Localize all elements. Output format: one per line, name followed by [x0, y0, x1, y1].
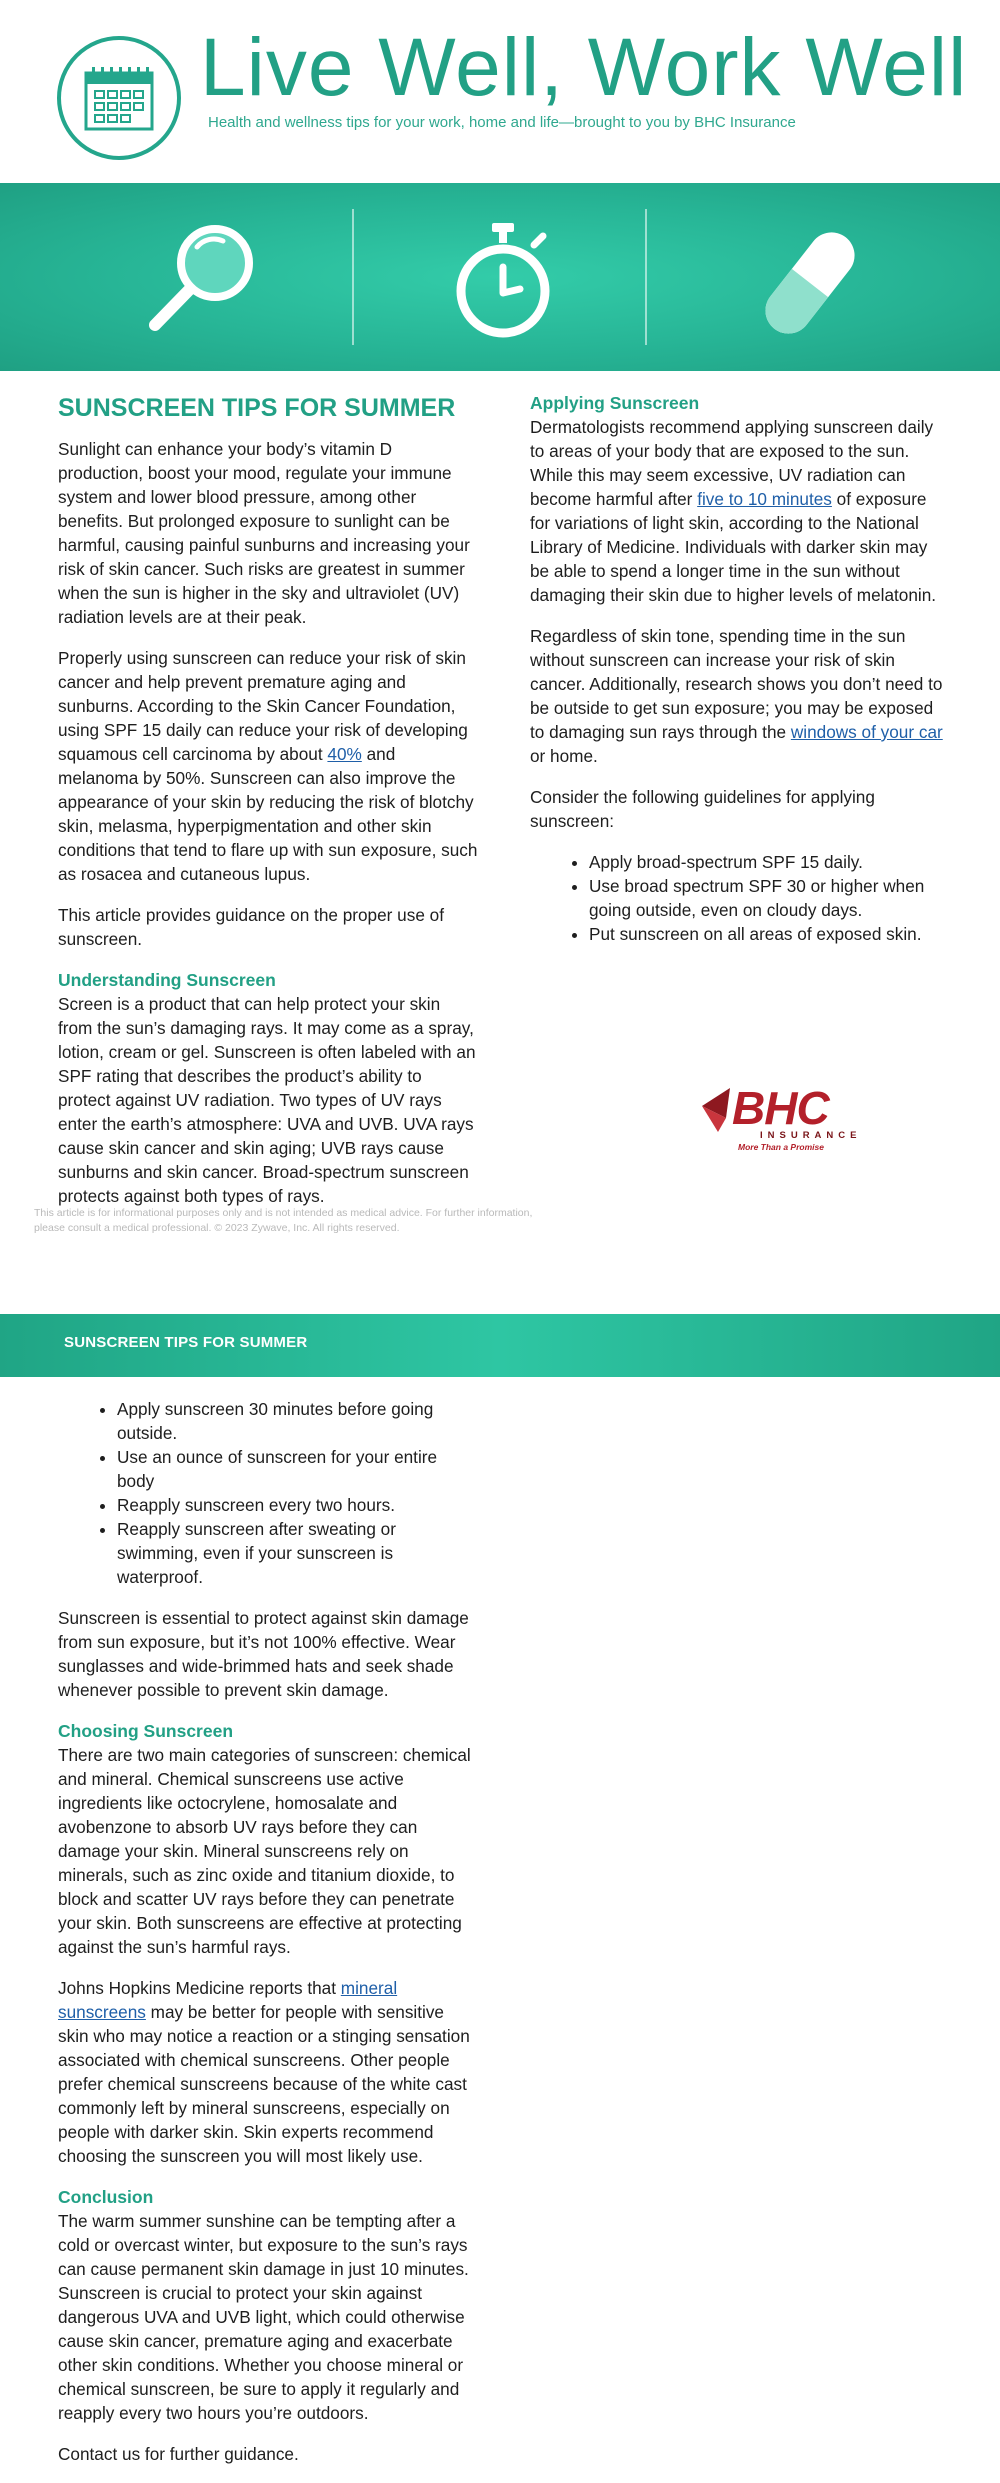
page2-bullet-list	[58, 1397, 478, 1589]
page2-column	[58, 1397, 478, 2483]
calendar-icon	[84, 65, 154, 131]
text-run: or home.	[530, 746, 598, 766]
link-40-percent[interactable]: 40%	[327, 744, 362, 764]
left-column	[58, 393, 478, 1225]
text-run: Dermatologists recommend applying sunscreen daily to areas of your body that are exposed to the sun. While this may seem excessive, UV radiation can become harmful after	[530, 417, 934, 509]
applying-paragraph-3: Consider the following guidelines for applying sunscreen:	[530, 787, 875, 831]
magnifier-icon	[145, 219, 265, 339]
applying-bullet-list	[530, 850, 950, 946]
text-run: Johns Hopkins Medicine reports that	[58, 1978, 341, 1998]
banner-divider-left	[352, 209, 354, 345]
list-item: • Apply broad-spectrum SPF 15 daily.	[589, 850, 950, 874]
conclusion-body: The warm summer sunshine can be tempting after a cold or overcast winter, but exposure to the sun’s rays can cause permanent skin damage in just 10 minutes. Sunscreen is crucial to protect your skin against dangerous UVA and UVB light, which could otherwise cause skin cancer, premature aging and exacerbate other skin conditions. Whether you choose mineral or chemical sunscreen, be sure to apply it regularly and reapply every two hours you’re outdoors.	[58, 2211, 469, 2423]
list-item: • Put sunscreen on all areas of exposed skin.	[589, 922, 950, 946]
hero-banner	[0, 183, 1000, 371]
intro-paragraph-3: This article provides guidance on the proper use of sunscreen.	[58, 905, 444, 949]
page2-band-title: SUNSCREEN TIPS FOR SUMMER	[64, 1334, 308, 1351]
list-item: • Use an ounce of sunscreen for your entire body	[117, 1445, 478, 1493]
link-mineral-sunscreens[interactable]: mineral sunscreens	[58, 1978, 398, 2022]
stopwatch-icon	[448, 223, 558, 343]
page2-header-band	[0, 1314, 1000, 1377]
link-five-to-10-minutes[interactable]: five to 10 minutes	[697, 489, 832, 509]
page2-paragraph-1: Sunscreen is essential to protect against skin damage from sun exposure, but it’s not 100% effective. Wear sunglasses and wide-brimmed hats and seek shade whenever possible to prevent skin damage.	[58, 1608, 469, 1700]
disclaimer-footnote: This article is for informational purposes only and is not intended as medical advice. For further information, please consult a medical professional. © 2023 Zywave, Inc. All rights reserved.	[34, 1207, 533, 1234]
list-item: • Reapply sunscreen after sweating or swimming, even if your sunscreen is waterproof.	[117, 1517, 478, 1589]
list-item: • Use broad spectrum SPF 30 or higher when going outside, even on cloudy days.	[589, 874, 950, 922]
capsule-icon	[755, 223, 865, 343]
calendar-logo	[57, 36, 181, 160]
conclusion-heading: Conclusion	[58, 2187, 154, 2207]
intro-paragraph-2	[58, 646, 478, 886]
choosing-body: There are two main categories of sunscreen: chemical and mineral. Chemical sunscreens use active ingredients like octocrylene, homosalate and avobenzone to absorb UV rays before they can damage your skin. Mineral sunscreens rely on minerals, such as zinc oxide and titanium dioxide, to block and scatter UV rays before they can penetrate your skin. Both sunscreens are effective at protecting against the sun’s harmful rays.	[58, 1745, 471, 1957]
right-column	[530, 391, 950, 963]
bhc-tagline: More Than a Promise	[738, 1142, 824, 1152]
page-title: Live Well, Work Well	[200, 22, 968, 113]
understanding-heading: Understanding Sunscreen	[58, 970, 276, 990]
contact-line: Contact us for further guidance.	[58, 2444, 299, 2464]
article-title: SUNSCREEN TIPS FOR SUMMER	[58, 394, 456, 422]
text-run: Regardless of skin tone, spending time in the sun without sunscreen can increase your risk of skin cancer. Additionally, research shows you don’t need to be outside to get sun exposure; you may be exposed to damaging sun rays through the	[530, 626, 943, 742]
applying-paragraph-1	[530, 415, 950, 607]
bhc-sub: INSURANCE	[760, 1130, 862, 1141]
choosing-heading: Choosing Sunscreen	[58, 1721, 234, 1741]
applying-paragraph-2	[530, 624, 950, 768]
choosing-paragraph-2	[58, 1976, 478, 2168]
banner-divider-right	[645, 209, 647, 345]
bhc-insurance-logo	[698, 1084, 883, 1154]
text-run: and melanoma by 50%. Sunscreen can also improve the appearance of your skin by reducing the risk of blotchy skin, melasma, hyperpigmentation and other skin conditions that tend to flare up with sun exposure, such as rosacea and cutaneous lupus.	[58, 744, 478, 884]
bhc-wordmark: BHC	[732, 1082, 829, 1134]
link-windows-of-your-car[interactable]: windows of your car	[790, 722, 943, 742]
text-run: Properly using sunscreen can reduce your risk of skin cancer and help prevent premature aging and sunburns. According to the Skin Cancer Foundation, using SPF 15 daily can reduce your risk of developing squamous cell carcinoma by about	[58, 648, 468, 764]
list-item: • Apply sunscreen 30 minutes before going outside.	[117, 1397, 478, 1445]
intro-paragraph-1: Sunlight can enhance your body’s vitamin D production, boost your mood, regulate your immune system and lower blood pressure, among other benefits. But prolonged exposure to sunlight can be harmful, causing painful sunburns and increasing your risk of skin cancer. Such risks are greatest in summer when the sun is higher in the sky and ultraviolet (UV) radiation levels are at their peak.	[58, 439, 470, 627]
understanding-body: Screen is a product that can help protect your skin from the sun’s damaging rays. It may come as a spray, lotion, cream or gel. Sunscreen is often labeled with an SPF rating that describes the product’s ability to protect against UV radiation. Two types of UV rays enter the earth’s atmosphere: UVA and UVB. UVA rays cause skin cancer and skin aging; UVB rays cause sunburns and skin cancer. Broad-spectrum sunscreen protects against both types of rays.	[58, 994, 476, 1206]
page-subtitle: Health and wellness tips for your work, home and life—brought to you by BHC Insurance	[208, 114, 796, 131]
list-item: • Reapply sunscreen every two hours.	[117, 1493, 478, 1517]
text-run: may be better for people with sensitive skin who may notice a reaction or a stinging sensation associated with chemical sunscreens. Other people prefer chemical sunscreens because of the white cast commonly left by mineral sunscreens, especially on people with darker skin. Skin experts recommend choosing the sunscreen you will most likely use.	[58, 2002, 470, 2166]
applying-heading: Applying Sunscreen	[530, 393, 700, 413]
text-run: of exposure for variations of light skin, according to the National Library of Medicine. Individuals with darker skin may be able to spend a longer time in the sun without damaging their skin due to higher levels of melatonin.	[530, 489, 937, 605]
